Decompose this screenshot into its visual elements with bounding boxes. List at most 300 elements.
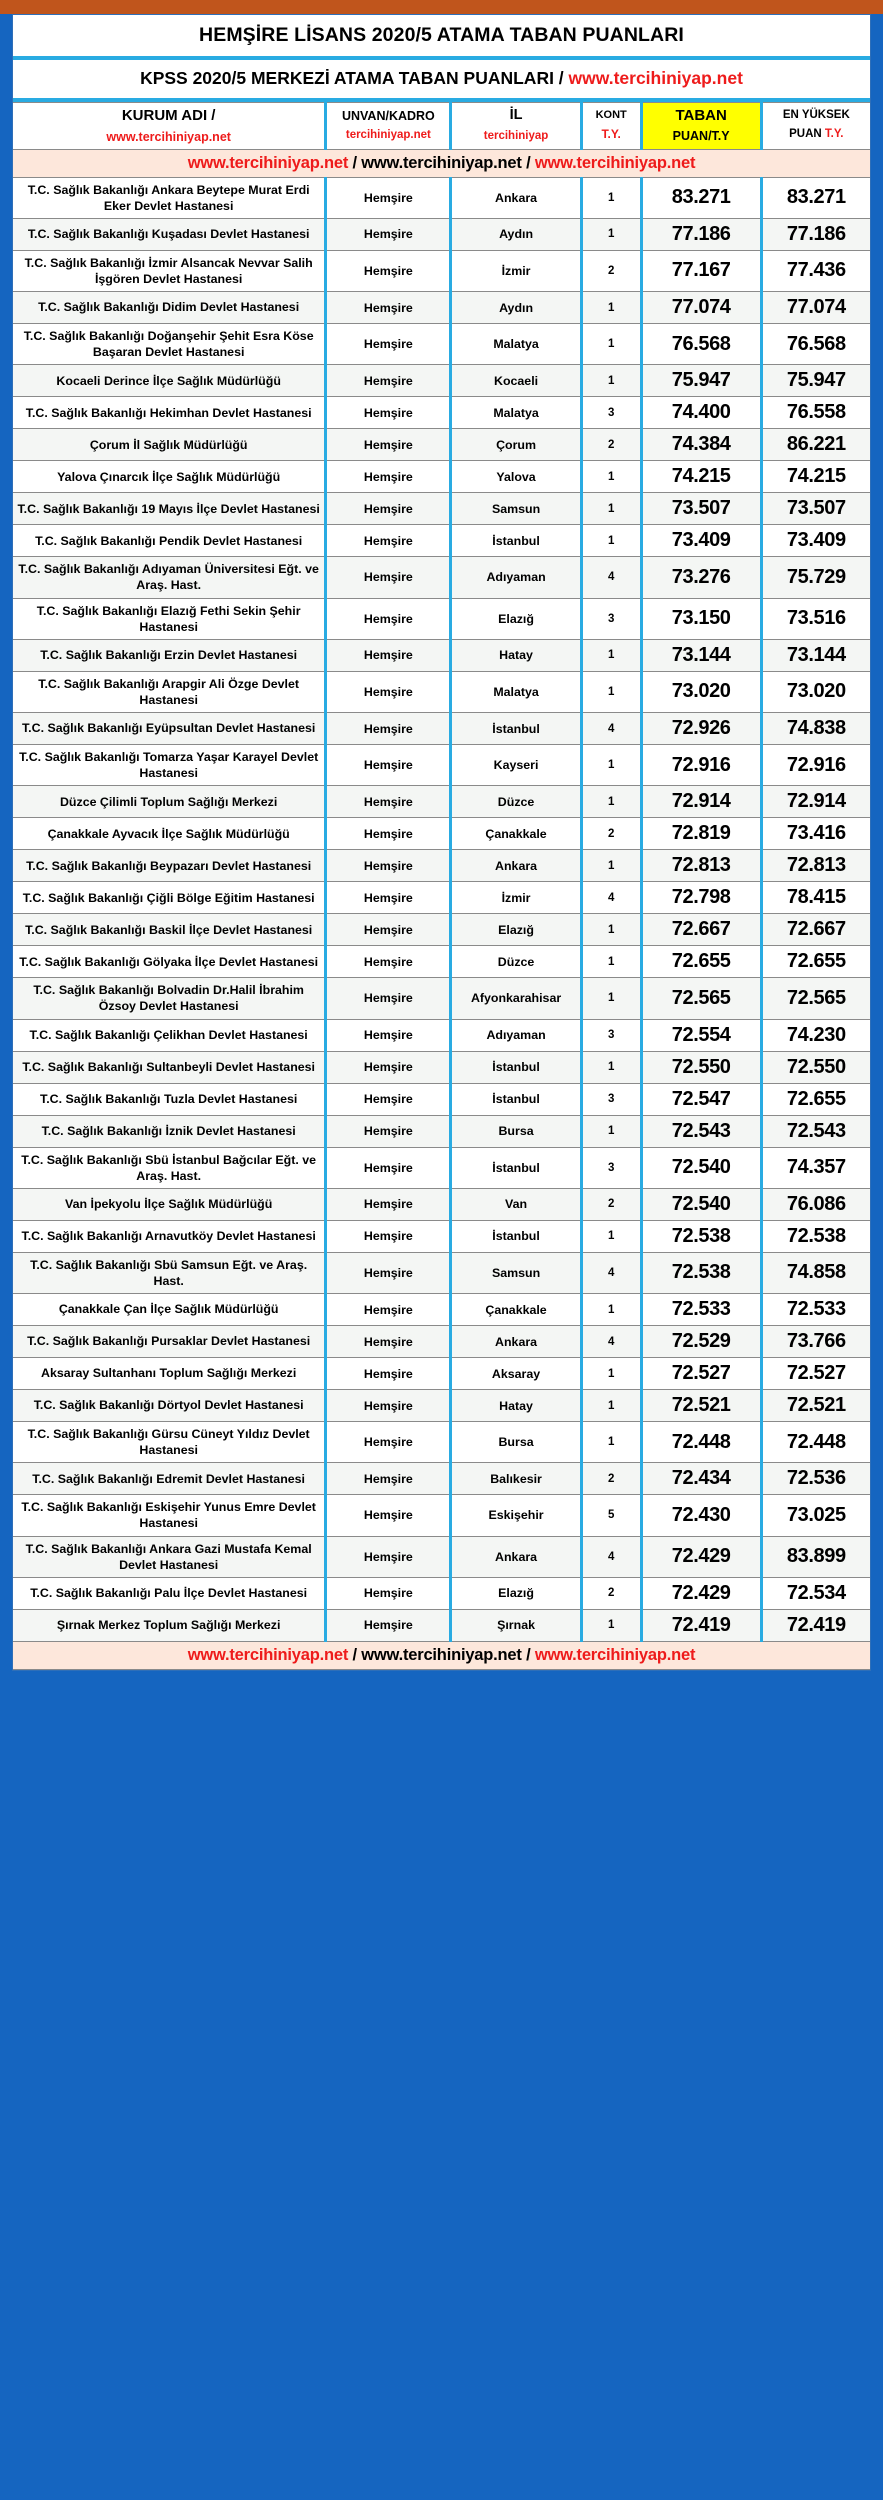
cell-kontenjan: 4 [581, 1326, 641, 1358]
table-row [13, 493, 870, 525]
cell-kurum-adi: Aksaray Sultanhanı Toplum Sağlığı Merkezi [13, 1358, 326, 1390]
cell-unvan-kadro: Hemşire [326, 1390, 451, 1422]
cell-kontenjan: 1 [581, 671, 641, 712]
table-row [13, 1390, 870, 1422]
cell-kontenjan: 4 [581, 882, 641, 914]
cell-taban-puan: 72.914 [641, 786, 761, 818]
cell-kurum-adi: T.C. Sağlık Bakanlığı Hekimhan Devlet Hastanesi [13, 397, 326, 429]
cell-il: Samsun [451, 1252, 581, 1293]
cell-kurum-adi: T.C. Sağlık Bakanlığı Sbü İstanbul Bağcılar Eğt. ve Araş. Hast. [13, 1147, 326, 1188]
cell-il: Ankara [451, 1536, 581, 1577]
cell-kurum-adi: T.C. Sağlık Bakanlığı Kuşadası Devlet Hastanesi [13, 218, 326, 250]
banner-link-1[interactable]: www.tercihiniyap.net [187, 153, 349, 172]
cell-taban-puan: 77.074 [641, 292, 761, 324]
cell-unvan-kadro: Hemşire [326, 1115, 451, 1147]
banner-bottom-link-3[interactable]: www.tercihiniyap.net [534, 1645, 696, 1664]
cell-kontenjan: 1 [581, 1422, 641, 1463]
cell-taban-puan: 72.434 [641, 1463, 761, 1495]
banner-sep-1: / [348, 153, 362, 172]
cell-en-yuksek-puan: 73.766 [761, 1326, 870, 1358]
column-header-enyuksek-label: EN YÜKSEK [782, 109, 850, 122]
column-header-taban-label: TABAN [675, 107, 727, 125]
cell-kontenjan: 3 [581, 598, 641, 639]
cell-kontenjan: 1 [581, 1220, 641, 1252]
table-row [13, 250, 870, 291]
cell-kurum-adi: T.C. Sağlık Bakanlığı Beypazarı Devlet Hastanesi [13, 850, 326, 882]
cell-taban-puan: 73.150 [641, 598, 761, 639]
cell-kontenjan: 1 [581, 745, 641, 786]
cell-taban-puan: 72.655 [641, 946, 761, 978]
cell-il: Malatya [451, 324, 581, 365]
cell-en-yuksek-puan: 72.536 [761, 1463, 870, 1495]
cell-kurum-adi: T.C. Sağlık Bakanlığı Pursaklar Devlet Hastanesi [13, 1326, 326, 1358]
cell-il: İzmir [451, 250, 581, 291]
cell-en-yuksek-puan: 77.074 [761, 292, 870, 324]
cell-en-yuksek-puan: 72.533 [761, 1294, 870, 1326]
column-header-il-sub: tercihiniyap [483, 129, 549, 142]
cell-il: İstanbul [451, 1083, 581, 1115]
banner-bottom-sep-2: / [521, 1645, 535, 1664]
cell-il: Çanakkale [451, 1294, 581, 1326]
cell-kurum-adi: T.C. Sağlık Bakanlığı Arnavutköy Devlet Hastanesi [13, 1220, 326, 1252]
cell-kontenjan: 2 [581, 1577, 641, 1609]
cell-en-yuksek-puan: 73.416 [761, 818, 870, 850]
column-header-taban-puan [641, 102, 761, 149]
cell-taban-puan: 72.819 [641, 818, 761, 850]
table-row [13, 598, 870, 639]
cell-taban-puan: 73.020 [641, 671, 761, 712]
table-row [13, 1577, 870, 1609]
cell-il: Samsun [451, 493, 581, 525]
table-row [13, 397, 870, 429]
cell-en-yuksek-puan: 77.436 [761, 250, 870, 291]
banner-top [13, 149, 870, 177]
table-row [13, 218, 870, 250]
cell-il: Kocaeli [451, 365, 581, 397]
cell-taban-puan: 72.540 [641, 1188, 761, 1220]
cell-unvan-kadro: Hemşire [326, 1609, 451, 1641]
subtitle-main-text: KPSS 2020/5 MERKEZİ ATAMA TABAN PUANLARI / [140, 68, 569, 89]
banner-bottom-link-2[interactable]: www.tercihiniyap.net [361, 1645, 522, 1664]
cell-unvan-kadro: Hemşire [326, 1422, 451, 1463]
table-row [13, 818, 870, 850]
cell-taban-puan: 73.507 [641, 493, 761, 525]
column-header-unvan-label: UNVAN/KADRO [341, 108, 435, 123]
cell-kurum-adi: Çanakkale Ayvacık İlçe Sağlık Müdürlüğü [13, 818, 326, 850]
cell-taban-puan: 76.568 [641, 324, 761, 365]
subtitle-site-link[interactable]: www.tercihiniyap.net [568, 68, 743, 89]
cell-taban-puan: 72.533 [641, 1294, 761, 1326]
cell-en-yuksek-puan: 72.565 [761, 978, 870, 1019]
cell-en-yuksek-puan: 76.568 [761, 324, 870, 365]
cell-taban-puan: 74.215 [641, 461, 761, 493]
cell-unvan-kadro: Hemşire [326, 1294, 451, 1326]
column-header-kont-label: KONT [595, 109, 627, 122]
cell-en-yuksek-puan: 73.516 [761, 598, 870, 639]
cell-en-yuksek-puan: 72.527 [761, 1358, 870, 1390]
column-header-kont [581, 102, 641, 149]
cell-kontenjan: 1 [581, 1115, 641, 1147]
cell-kurum-adi: Şırnak Merkez Toplum Sağlığı Merkezi [13, 1609, 326, 1641]
cell-kontenjan: 1 [581, 493, 641, 525]
table-row [13, 1019, 870, 1051]
cell-kurum-adi: T.C. Sağlık Bakanlığı Gölyaka İlçe Devlet Hastanesi [13, 946, 326, 978]
cell-en-yuksek-puan: 72.538 [761, 1220, 870, 1252]
table-row [13, 1147, 870, 1188]
banner-bottom [13, 1641, 870, 1669]
table-header [13, 102, 870, 149]
cell-kurum-adi: T.C. Sağlık Bakanlığı Tomarza Yaşar Karayel Devlet Hastanesi [13, 745, 326, 786]
cell-il: İstanbul [451, 713, 581, 745]
cell-taban-puan: 72.521 [641, 1390, 761, 1422]
table-row [13, 671, 870, 712]
banner-bottom-link-1[interactable]: www.tercihiniyap.net [187, 1645, 349, 1664]
cell-kontenjan: 3 [581, 1147, 641, 1188]
cell-kontenjan: 1 [581, 978, 641, 1019]
cell-kontenjan: 1 [581, 365, 641, 397]
cell-en-yuksek-puan: 72.448 [761, 1422, 870, 1463]
cell-il: Şırnak [451, 1609, 581, 1641]
cell-unvan-kadro: Hemşire [326, 1495, 451, 1536]
cell-kurum-adi: T.C. Sağlık Bakanlığı Elazığ Fethi Sekin Şehir Hastanesi [13, 598, 326, 639]
column-header-kurum-label: KURUM ADI / [121, 106, 216, 124]
column-header-enyuksek-sub [766, 128, 867, 142]
cell-il: Adıyaman [451, 557, 581, 598]
cell-kontenjan: 1 [581, 177, 641, 218]
cell-il: Hatay [451, 1390, 581, 1422]
cell-unvan-kadro: Hemşire [326, 745, 451, 786]
cell-il: Eskişehir [451, 1495, 581, 1536]
column-header-unvan [326, 102, 451, 149]
cell-en-yuksek-puan: 73.020 [761, 671, 870, 712]
cell-unvan-kadro: Hemşire [326, 1188, 451, 1220]
cell-kurum-adi: T.C. Sağlık Bakanlığı Didim Devlet Hastanesi [13, 292, 326, 324]
table-row [13, 324, 870, 365]
cell-kontenjan: 1 [581, 946, 641, 978]
cell-il: İstanbul [451, 1147, 581, 1188]
cell-il: Elazığ [451, 914, 581, 946]
cell-kontenjan: 4 [581, 1252, 641, 1293]
cell-unvan-kadro: Hemşire [326, 461, 451, 493]
cell-unvan-kadro: Hemşire [326, 493, 451, 525]
cell-kurum-adi: T.C. Sağlık Bakanlığı Bolvadin Dr.Halil İbrahim Özsoy Devlet Hastanesi [13, 978, 326, 1019]
cell-unvan-kadro: Hemşire [326, 671, 451, 712]
cell-kurum-adi: T.C. Sağlık Bakanlığı Doğanşehir Şehit Esra Köse Başaran Devlet Hastanesi [13, 324, 326, 365]
cell-il: İstanbul [451, 1220, 581, 1252]
column-header-kurum-sub: www.tercihiniyap.net [106, 129, 231, 144]
cell-taban-puan: 72.547 [641, 1083, 761, 1115]
cell-taban-puan: 72.550 [641, 1051, 761, 1083]
cell-kontenjan: 1 [581, 525, 641, 557]
cell-en-yuksek-puan: 72.655 [761, 946, 870, 978]
table-row [13, 1536, 870, 1577]
cell-en-yuksek-puan: 83.271 [761, 177, 870, 218]
cell-kurum-adi: T.C. Sağlık Bakanlığı Eyüpsultan Devlet Hastanesi [13, 713, 326, 745]
cell-kurum-adi: T.C. Sağlık Bakanlığı Gürsu Cüneyt Yıldız Devlet Hastanesi [13, 1422, 326, 1463]
cell-en-yuksek-puan: 75.947 [761, 365, 870, 397]
cell-kurum-adi: T.C. Sağlık Bakanlığı Çelikhan Devlet Hastanesi [13, 1019, 326, 1051]
banner-row-bottom [13, 1641, 870, 1669]
cell-en-yuksek-puan: 74.357 [761, 1147, 870, 1188]
table-row [13, 1358, 870, 1390]
cell-unvan-kadro: Hemşire [326, 882, 451, 914]
cell-il: Malatya [451, 671, 581, 712]
cell-unvan-kadro: Hemşire [326, 1019, 451, 1051]
cell-taban-puan: 72.430 [641, 1495, 761, 1536]
cell-kontenjan: 5 [581, 1495, 641, 1536]
cell-kontenjan: 1 [581, 1051, 641, 1083]
cell-unvan-kadro: Hemşire [326, 218, 451, 250]
cell-kontenjan: 1 [581, 1294, 641, 1326]
cell-taban-puan: 74.400 [641, 397, 761, 429]
cell-il: Afyonkarahisar [451, 978, 581, 1019]
cell-en-yuksek-puan: 74.215 [761, 461, 870, 493]
cell-kontenjan: 1 [581, 461, 641, 493]
cell-il: Düzce [451, 786, 581, 818]
table-row [13, 1463, 870, 1495]
cell-en-yuksek-puan: 72.667 [761, 914, 870, 946]
cell-unvan-kadro: Hemşire [326, 525, 451, 557]
cell-taban-puan: 72.543 [641, 1115, 761, 1147]
table-row [13, 461, 870, 493]
header-row [13, 102, 870, 149]
cell-en-yuksek-puan: 77.186 [761, 218, 870, 250]
cell-taban-puan: 77.186 [641, 218, 761, 250]
banner-sep-2: / [521, 153, 535, 172]
table-row [13, 946, 870, 978]
cell-unvan-kadro: Hemşire [326, 598, 451, 639]
cell-taban-puan: 72.565 [641, 978, 761, 1019]
cell-kontenjan: 2 [581, 250, 641, 291]
cell-unvan-kadro: Hemşire [326, 397, 451, 429]
cell-en-yuksek-puan: 72.916 [761, 745, 870, 786]
cell-kontenjan: 1 [581, 292, 641, 324]
table-row [13, 882, 870, 914]
cell-il: Aydın [451, 292, 581, 324]
page-subtitle [13, 60, 870, 101]
table-row [13, 525, 870, 557]
column-header-en-yuksek-puan [761, 102, 870, 149]
cell-kontenjan: 1 [581, 1358, 641, 1390]
bottom-blue-band [12, 1671, 871, 1676]
cell-unvan-kadro: Hemşire [326, 292, 451, 324]
cell-unvan-kadro: Hemşire [326, 850, 451, 882]
cell-kurum-adi: T.C. Sağlık Bakanlığı 19 Mayıs İlçe Devlet Hastanesi [13, 493, 326, 525]
cell-taban-puan: 77.167 [641, 250, 761, 291]
cell-unvan-kadro: Hemşire [326, 1463, 451, 1495]
cell-taban-puan: 73.144 [641, 639, 761, 671]
cell-taban-puan: 72.527 [641, 1358, 761, 1390]
cell-taban-puan: 72.419 [641, 1609, 761, 1641]
cell-taban-puan: 72.540 [641, 1147, 761, 1188]
cell-il: Balıkesir [451, 1463, 581, 1495]
table-row [13, 1326, 870, 1358]
cell-kurum-adi: T.C. Sağlık Bakanlığı İznik Devlet Hastanesi [13, 1115, 326, 1147]
cell-taban-puan: 72.554 [641, 1019, 761, 1051]
table-row [13, 1051, 870, 1083]
cell-taban-puan: 73.276 [641, 557, 761, 598]
table-row [13, 1115, 870, 1147]
cell-kurum-adi: T.C. Sağlık Bakanlığı Erzin Devlet Hastanesi [13, 639, 326, 671]
cell-kontenjan: 1 [581, 218, 641, 250]
table-row [13, 978, 870, 1019]
cell-il: Hatay [451, 639, 581, 671]
cell-en-yuksek-puan: 72.521 [761, 1390, 870, 1422]
cell-kontenjan: 3 [581, 1083, 641, 1115]
cell-kontenjan: 1 [581, 324, 641, 365]
cell-en-yuksek-puan: 72.914 [761, 786, 870, 818]
banner-bottom-sep-1: / [348, 1645, 362, 1664]
cell-kontenjan: 3 [581, 1019, 641, 1051]
cell-il: Çanakkale [451, 818, 581, 850]
cell-kurum-adi: Düzce Çilimli Toplum Sağlığı Merkezi [13, 786, 326, 818]
cell-kontenjan: 1 [581, 786, 641, 818]
cell-en-yuksek-puan: 86.221 [761, 429, 870, 461]
cell-en-yuksek-puan: 76.086 [761, 1188, 870, 1220]
cell-kontenjan: 4 [581, 557, 641, 598]
table-row [13, 786, 870, 818]
table-row [13, 639, 870, 671]
cell-il: Ankara [451, 177, 581, 218]
cell-taban-puan: 72.429 [641, 1577, 761, 1609]
column-header-kurum [13, 102, 326, 149]
cell-il: Ankara [451, 850, 581, 882]
cell-unvan-kadro: Hemşire [326, 978, 451, 1019]
column-header-taban-sub: PUAN/T.Y [672, 129, 730, 144]
cell-il: Düzce [451, 946, 581, 978]
table-row [13, 1083, 870, 1115]
cell-il: Kayseri [451, 745, 581, 786]
table-row [13, 1495, 870, 1536]
cell-kurum-adi: T.C. Sağlık Bakanlığı Sultanbeyli Devlet Hastanesi [13, 1051, 326, 1083]
cell-il: Çorum [451, 429, 581, 461]
cell-kontenjan: 1 [581, 639, 641, 671]
table-row [13, 1422, 870, 1463]
cell-kontenjan: 4 [581, 713, 641, 745]
cell-en-yuksek-puan: 74.838 [761, 713, 870, 745]
cell-en-yuksek-puan: 72.419 [761, 1609, 870, 1641]
cell-en-yuksek-puan: 73.507 [761, 493, 870, 525]
cell-il: Ankara [451, 1326, 581, 1358]
cell-kurum-adi: T.C. Sağlık Bakanlığı Edremit Devlet Hastanesi [13, 1463, 326, 1495]
cell-unvan-kadro: Hemşire [326, 639, 451, 671]
cell-kurum-adi: T.C. Sağlık Bakanlığı Sbü Samsun Eğt. ve Araş. Hast. [13, 1252, 326, 1293]
cell-il: Bursa [451, 1115, 581, 1147]
cell-unvan-kadro: Hemşire [326, 1220, 451, 1252]
cell-kontenjan: 1 [581, 1609, 641, 1641]
page-title: HEMŞİRE LİSANS 2020/5 ATAMA TABAN PUANLARI [13, 15, 870, 60]
banner-link-3[interactable]: www.tercihiniyap.net [534, 153, 696, 172]
column-header-il-label: İL [509, 107, 523, 124]
cell-unvan-kadro: Hemşire [326, 914, 451, 946]
cell-il: İzmir [451, 882, 581, 914]
cell-kontenjan: 2 [581, 1463, 641, 1495]
cell-taban-puan: 72.429 [641, 1536, 761, 1577]
cell-kurum-adi: T.C. Sağlık Bakanlığı Ankara Beytepe Murat Erdi Eker Devlet Hastanesi [13, 177, 326, 218]
cell-unvan-kadro: Hemşire [326, 1326, 451, 1358]
cell-il: Yalova [451, 461, 581, 493]
banner-row-top [13, 149, 870, 177]
cell-il: Adıyaman [451, 1019, 581, 1051]
cell-kontenjan: 1 [581, 914, 641, 946]
cell-kurum-adi: Çanakkale Çan İlçe Sağlık Müdürlüğü [13, 1294, 326, 1326]
column-header-il [451, 102, 581, 149]
cell-kontenjan: 1 [581, 1390, 641, 1422]
table-frame [12, 14, 871, 1671]
cell-kurum-adi: T.C. Sağlık Bakanlığı Palu İlçe Devlet Hastanesi [13, 1577, 326, 1609]
table-row [13, 177, 870, 218]
cell-taban-puan: 72.813 [641, 850, 761, 882]
cell-il: İstanbul [451, 525, 581, 557]
top-orange-band [0, 0, 883, 14]
cell-unvan-kadro: Hemşire [326, 786, 451, 818]
cell-en-yuksek-puan: 72.534 [761, 1577, 870, 1609]
cell-il: Elazığ [451, 1577, 581, 1609]
table-row [13, 429, 870, 461]
cell-unvan-kadro: Hemşire [326, 1147, 451, 1188]
cell-taban-puan: 72.538 [641, 1220, 761, 1252]
cell-unvan-kadro: Hemşire [326, 1536, 451, 1577]
cell-kurum-adi: Çorum İl Sağlık Müdürlüğü [13, 429, 326, 461]
column-header-kont-sub: T.Y. [601, 127, 621, 142]
cell-en-yuksek-puan: 78.415 [761, 882, 870, 914]
cell-kurum-adi: Kocaeli Derince İlçe Sağlık Müdürlüğü [13, 365, 326, 397]
cell-kurum-adi: Yalova Çınarcık İlçe Sağlık Müdürlüğü [13, 461, 326, 493]
column-header-enyuksek-sub-red: T.Y. [824, 128, 844, 141]
cell-il: Van [451, 1188, 581, 1220]
cell-en-yuksek-puan: 74.858 [761, 1252, 870, 1293]
cell-taban-puan: 72.538 [641, 1252, 761, 1293]
cell-kurum-adi: T.C. Sağlık Bakanlığı Çiğli Bölge Eğitim Hastanesi [13, 882, 326, 914]
cell-taban-puan: 72.916 [641, 745, 761, 786]
cell-taban-puan: 73.409 [641, 525, 761, 557]
cell-en-yuksek-puan: 74.230 [761, 1019, 870, 1051]
cell-il: Malatya [451, 397, 581, 429]
cell-il: Elazığ [451, 598, 581, 639]
cell-il: Bursa [451, 1422, 581, 1463]
cell-unvan-kadro: Hemşire [326, 818, 451, 850]
cell-unvan-kadro: Hemşire [326, 557, 451, 598]
table-row [13, 914, 870, 946]
column-header-unvan-sub: tercihiniyap.net [345, 128, 431, 141]
table-row [13, 1294, 870, 1326]
cell-en-yuksek-puan: 83.899 [761, 1536, 870, 1577]
cell-en-yuksek-puan: 73.025 [761, 1495, 870, 1536]
table-row [13, 365, 870, 397]
scores-table [13, 102, 870, 1670]
cell-taban-puan: 83.271 [641, 177, 761, 218]
table-row [13, 557, 870, 598]
table-footer [13, 1641, 870, 1669]
cell-kurum-adi: T.C. Sağlık Bakanlığı Tuzla Devlet Hastanesi [13, 1083, 326, 1115]
cell-en-yuksek-puan: 73.144 [761, 639, 870, 671]
table-row [13, 1252, 870, 1293]
banner-link-2[interactable]: www.tercihiniyap.net [361, 153, 522, 172]
cell-unvan-kadro: Hemşire [326, 946, 451, 978]
column-header-enyuksek-sub-black: PUAN [789, 128, 825, 141]
cell-kurum-adi: T.C. Sağlık Bakanlığı Pendik Devlet Hastanesi [13, 525, 326, 557]
cell-unvan-kadro: Hemşire [326, 365, 451, 397]
table-row [13, 850, 870, 882]
cell-en-yuksek-puan: 76.558 [761, 397, 870, 429]
table-row [13, 1609, 870, 1641]
cell-unvan-kadro: Hemşire [326, 1252, 451, 1293]
cell-kurum-adi: Van İpekyolu İlçe Sağlık Müdürlüğü [13, 1188, 326, 1220]
table-body [13, 149, 870, 1641]
cell-il: Aydın [451, 218, 581, 250]
cell-kontenjan: 3 [581, 397, 641, 429]
cell-unvan-kadro: Hemşire [326, 177, 451, 218]
